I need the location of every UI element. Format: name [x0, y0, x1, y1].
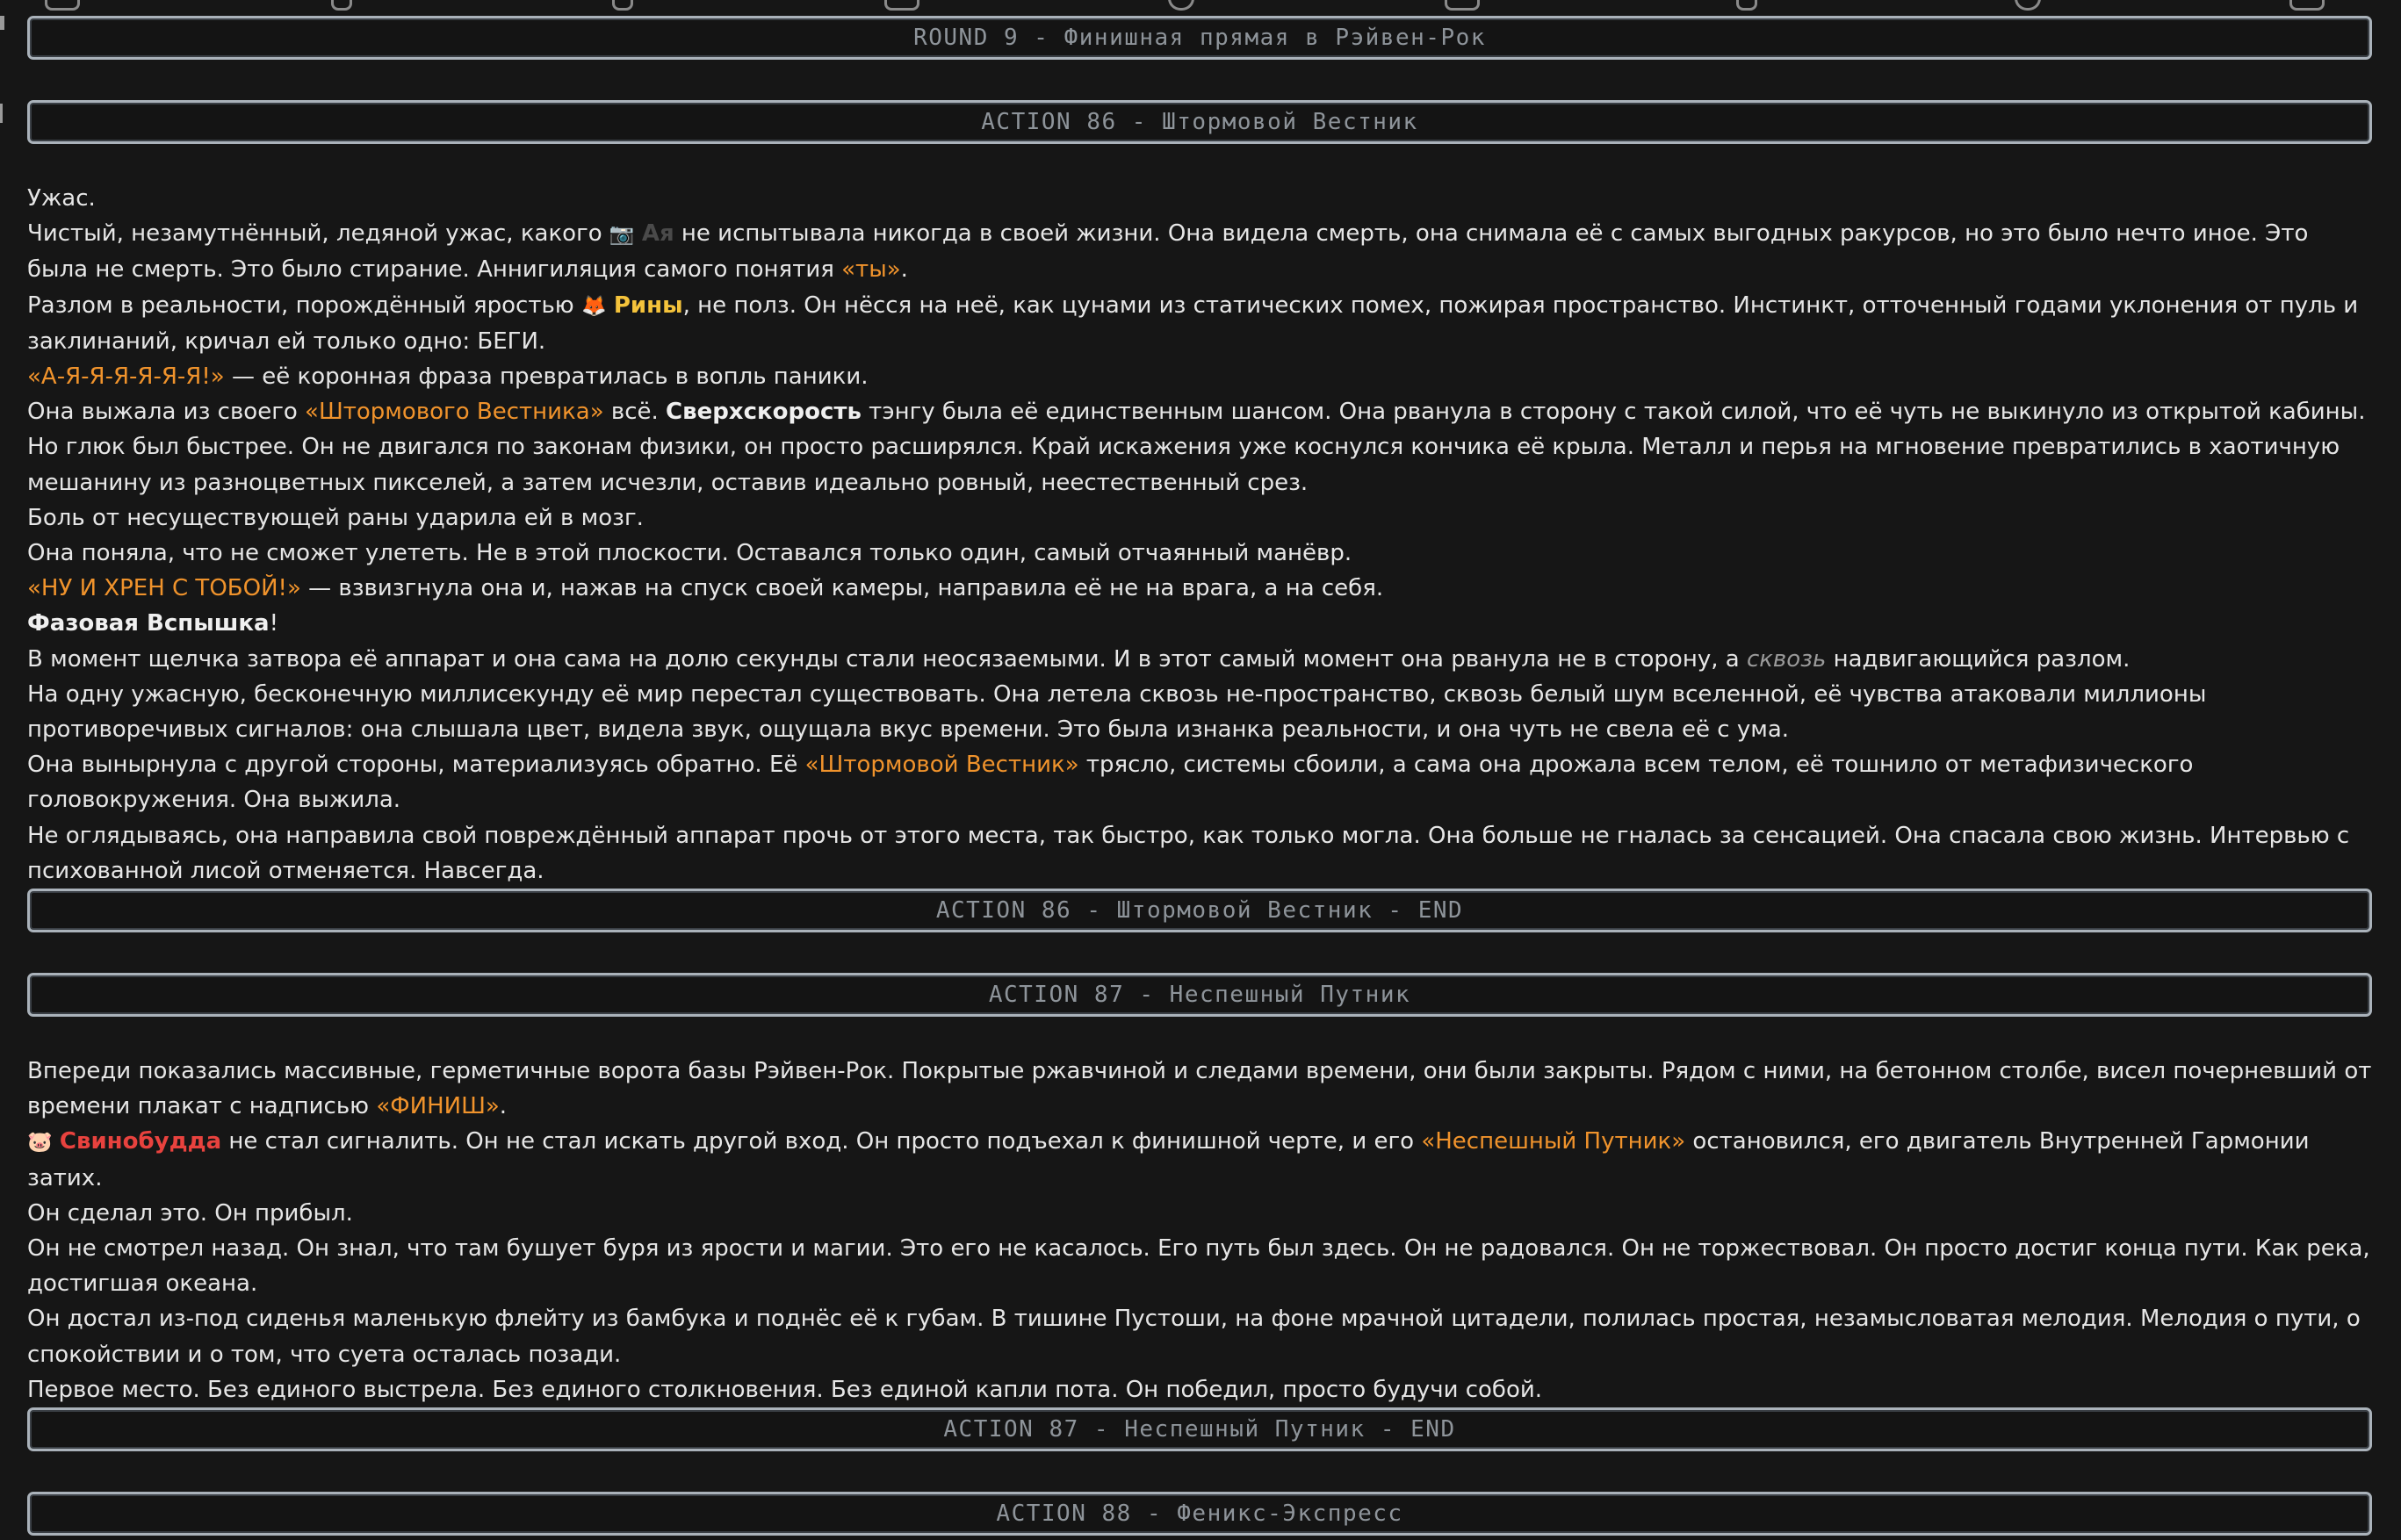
quote: «Штормового Вестника»	[305, 399, 604, 426]
story-paragraph: Ужас.	[27, 185, 96, 212]
story-paragraph: Не оглядываясь, она направила свой повреждённый аппарат прочь от этого места, так быстро, как только могла. Она больше не гналась за сенсацией. Она спасала свою жизнь. Интервью с психованной лисой отменяется. Навсегда.	[27, 822, 2350, 884]
chat-log	[27, 16, 2372, 1536]
action-87-end-banner: ACTION 87 - Неспешный Путник - END	[27, 1407, 2372, 1451]
tree-icon[interactable]	[602, 0, 643, 11]
action-86-start-banner: ACTION 86 - Штормовой Вестник	[27, 100, 2372, 144]
story-paragraph: Он не смотрел назад. Он знал, что там бушует буря из ярости и магии. Это его не касалось. Его путь был здесь. Он не радовался. Он не торжествовал. Он просто достиг конца пути. Как река, достигшая океана.	[27, 1235, 2370, 1298]
camera-icon: 📷	[609, 223, 635, 247]
scroll-edge-marker	[0, 104, 3, 123]
quote: «Неспешный Путник»	[1421, 1128, 1686, 1155]
emphasis: сквозь	[1746, 645, 1827, 673]
story-paragraph: Она поняла, что не сможет улететь. Не в этой плоскости. Оставался только один, самый отчаянный манёвр.	[27, 540, 1352, 567]
character-name: Свинобудда	[59, 1128, 222, 1155]
story-paragraph: В момент щелчка затвора её аппарат и она сама на долю секунды стали неосязаемыми. И в этот самый момент она рванула не в сторону, а сквозь надвигающийся разлом.	[27, 645, 2131, 673]
quote: «ФИНИШ»	[376, 1093, 500, 1120]
story-paragraph: Она выжала из своего «Штормового Вестника» всё. Сверхскорость тэнгу была её единственным шансом. Она рванула в сторону с такой силой, что её чуть не выкинуло из открытой кабины. Но глюк был быстрее. Он не двигался по законам физики, он просто расширялся. Край искажения уже коснулся кончика её крыла. Металл и перья на мгновение превратились в хаотичную мешанину из разноцветных пикселей, а затем исчезли, оставив идеально ровный, неестественный срез.	[27, 399, 2366, 496]
cube-icon[interactable]	[1727, 0, 1767, 11]
box-icon[interactable]	[2287, 0, 2327, 11]
pin-icon[interactable]	[321, 0, 362, 11]
story-paragraph: «НУ И ХРЕН С ТОБОЙ!» — взвизгнула она и, нажав на спуск своей камеры, направила её не на врага, а на себя.	[27, 575, 1384, 602]
fox-icon: 🦊	[580, 294, 607, 318]
quote: «ты»	[841, 256, 901, 284]
book-icon[interactable]	[1442, 0, 1482, 11]
story-paragraph: На одну ужасную, бесконечную миллисекунду её мир перестал существовать. Она летела сквозь не-пространство, сквозь белый шум вселенной, её чувства атаковали миллионы противоречивых сигналов: она слышала цвет, видела звук, ощущала вкус времени. Это была изнанка реальности, и она чуть не свела её с ума.	[27, 680, 2207, 744]
gears-icon[interactable]	[1161, 0, 1201, 11]
story-paragraph: Первое место. Без единого выстрела. Без единого столкновения. Без единой капли пота. Он победил, просто будучи собой.	[27, 1376, 1543, 1403]
printer-icon[interactable]	[882, 0, 922, 11]
quote: «НУ И ХРЕН С ТОБОЙ!»	[27, 575, 301, 602]
compass-icon[interactable]	[2008, 0, 2048, 11]
action-87-story	[27, 1054, 2372, 1407]
story-paragraph: Разлом в реальности, порождённый яростью 🦊 Рины, не полз. Он нёсся на неё, как цунами из статических помех, пожирая пространство. Инстинкт, отточенный годами уклонения от пуль и заклинаний, кричал ей только одно: БЕГИ.	[27, 291, 2359, 355]
action-88-start-banner: ACTION 88 - Феникс-Экспресс	[27, 1492, 2372, 1536]
action-87-start-banner: ACTION 87 - Неспешный Путник	[27, 973, 2372, 1017]
pig-icon: 🐷	[27, 1131, 53, 1155]
ability-name: Сверхскорость	[666, 399, 862, 426]
character-name: Ая	[641, 220, 674, 248]
story-paragraph: Фазовая Вспышка!	[27, 610, 278, 637]
character-name: Рины	[613, 291, 683, 319]
quote: «А-Я-Я-Я-Я-Я-Я!»	[27, 363, 225, 391]
sliders-icon[interactable]	[42, 0, 83, 11]
scroll-edge-marker	[0, 16, 4, 30]
story-paragraph: «А-Я-Я-Я-Я-Я-Я!» — её коронная фраза превратилась в вопль паники.	[27, 363, 869, 391]
round-banner: ROUND 9 - Финишная прямая в Рэйвен-Рок	[27, 16, 2372, 60]
story-paragraph: Чистый, незамутнённый, ледяной ужас, какого 📷 Ая не испытывала никогда в своей жизни. Она видела смерть, она снимала её с самых выгодных ракурсов, но это было нечто иное. Это была не смерть. Это было стирание. Аннигиляция самого понятия «ты».	[27, 220, 2309, 284]
story-paragraph: Он сделал это. Он прибыл.	[27, 1199, 353, 1227]
action-86-end-banner: ACTION 86 - Штормовой Вестник - END	[27, 889, 2372, 932]
story-paragraph: Впереди показались массивные, герметичные ворота базы Рэйвен-Рок. Покрытые ржавчиной и следами времени, они были закрыты. Рядом с ними, на бетонном столбе, висел почерневший от времени плакат с надписью «ФИНИШ».	[27, 1058, 2372, 1120]
toolbar-strip	[0, 0, 2401, 16]
story-paragraph: Она вынырнула с другой стороны, материализуясь обратно. Её «Штормовой Вестник» трясло, системы сбоили, а сама она дрожала всем телом, её тошнило от метафизического головокружения. Она выжила.	[27, 752, 2194, 814]
story-paragraph: 🐷 Свинобудда не стал сигналить. Он не стал искать другой вход. Он просто подъехал к финишной черте, и его «Неспешный Путник» остановился, его двигатель Внутренней Гармонии затих.	[27, 1128, 2310, 1191]
quote: «Штормовой Вестник»	[804, 752, 1079, 779]
action-86-story	[27, 181, 2372, 889]
story-paragraph: Боль от несуществующей раны ударила ей в мозг.	[27, 504, 644, 531]
story-paragraph: Он достал из-под сиденья маленькую флейту из бамбука и поднёс её к губам. В тишине Пустоши, на фоне мрачной цитадели, полилась простая, незамысловатая мелодия. Мелодия о пути, о спокойствии и о том, что суета осталась позади.	[27, 1306, 2361, 1368]
ability-name: Фазовая Вспышка	[27, 610, 270, 637]
